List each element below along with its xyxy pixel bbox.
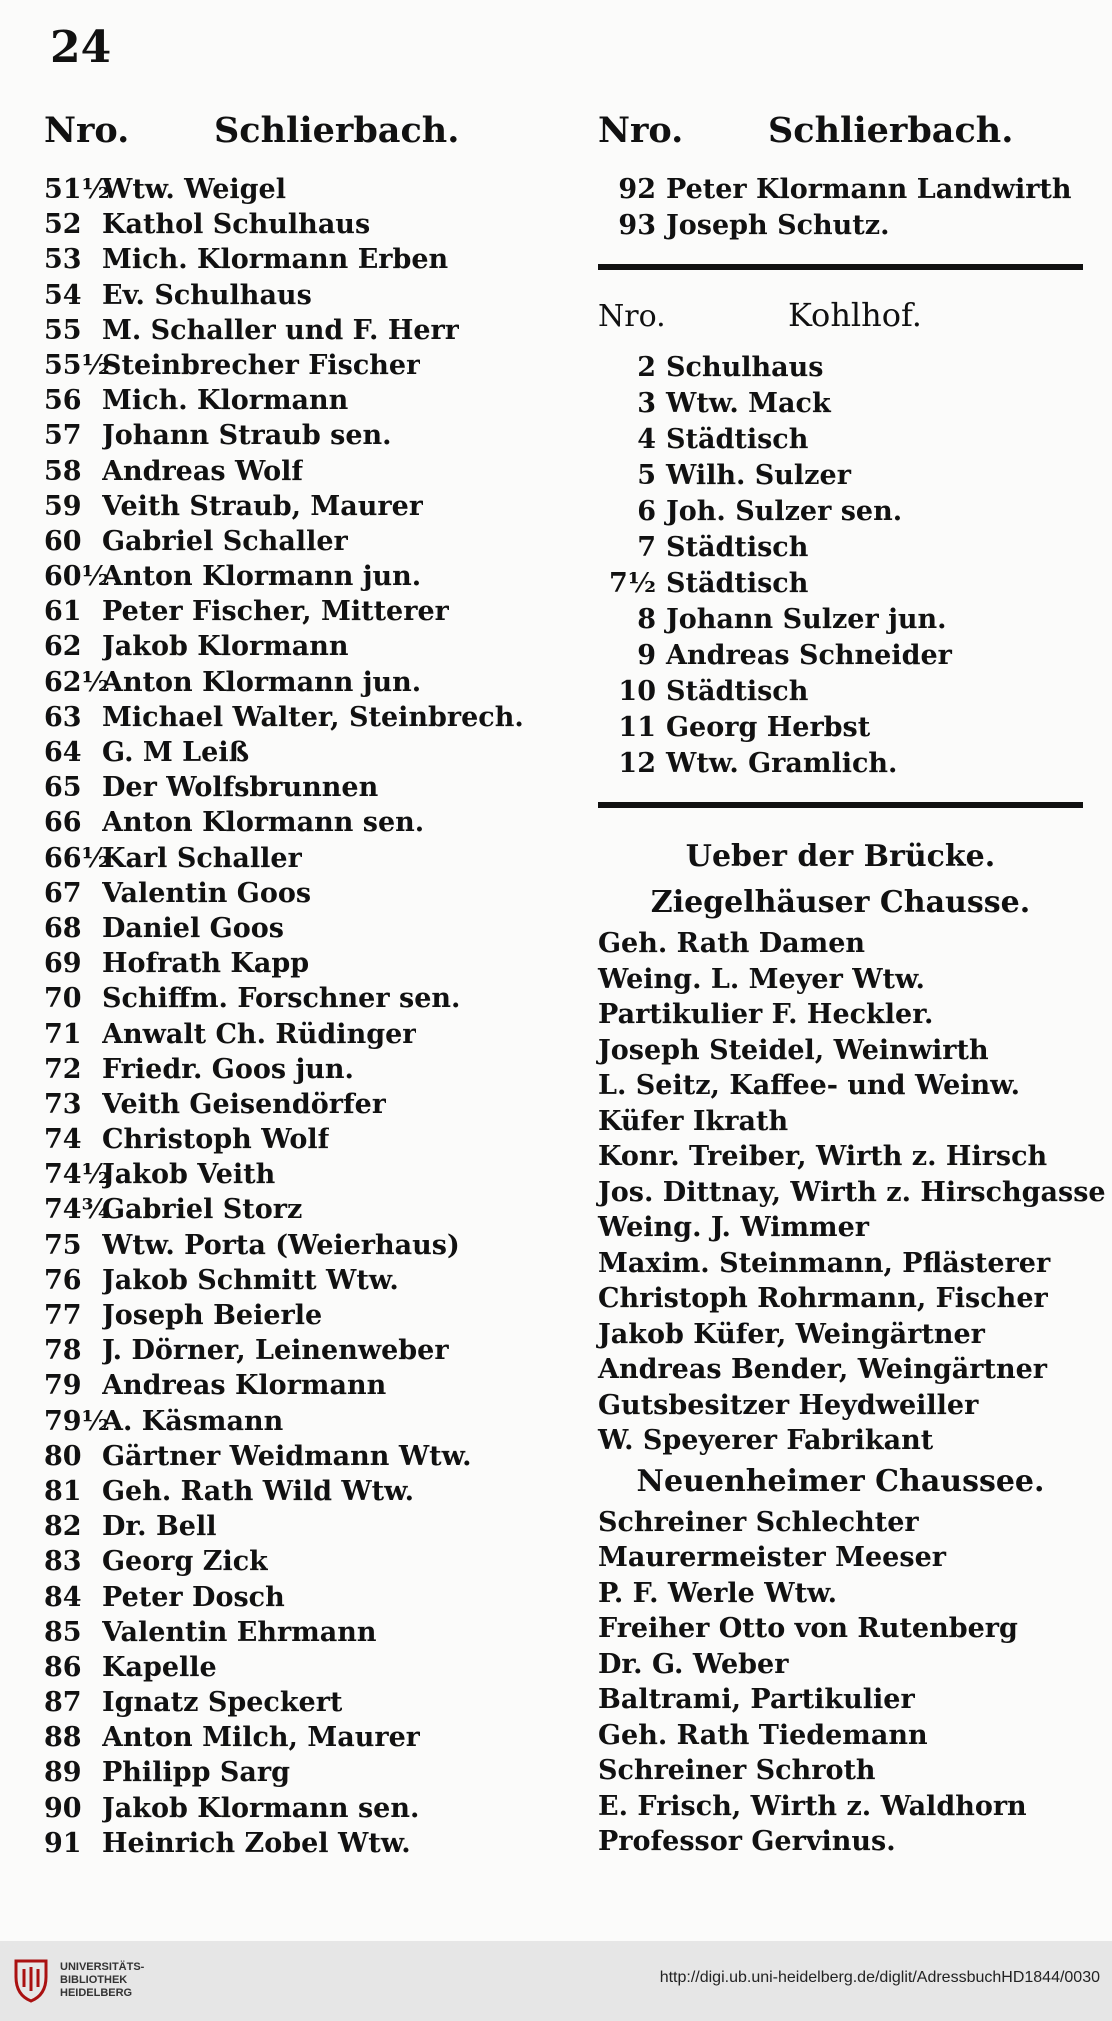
house-number: 60 bbox=[44, 525, 82, 557]
house-number: 76 bbox=[44, 1264, 82, 1296]
list-item bbox=[44, 313, 554, 348]
resident-name: J. Dörner, Leinenweber bbox=[102, 1335, 449, 1367]
list-item bbox=[598, 172, 1098, 208]
resident-name: Städtisch bbox=[666, 568, 809, 599]
house-number: 11 bbox=[618, 712, 656, 743]
list-item bbox=[44, 1755, 554, 1790]
resident-name: Wtw. Gramlich. bbox=[666, 748, 898, 779]
footer-bar bbox=[0, 1941, 1112, 2021]
house-number: 66 bbox=[44, 807, 82, 839]
resident-name: Joseph Beierle bbox=[102, 1300, 323, 1331]
resident-name: Wtw. Weigel bbox=[102, 174, 286, 205]
list-item bbox=[598, 350, 1098, 386]
neuenheimer-entry-list bbox=[598, 1505, 1098, 1860]
resident-name: Anton Klormann jun. bbox=[102, 561, 422, 593]
list-item bbox=[44, 700, 554, 735]
house-number: 61 bbox=[44, 596, 82, 628]
resident-name: Veith Straub, Maurer bbox=[102, 490, 424, 522]
right-column bbox=[598, 110, 1106, 1860]
resident-name: Ignatz Speckert bbox=[102, 1687, 343, 1719]
resident-name: G. M Leiß bbox=[102, 737, 250, 768]
list-item bbox=[44, 1474, 554, 1509]
resident-name: Peter Fischer, Mitterer bbox=[102, 596, 449, 628]
resident-name: Mich. Klormann bbox=[102, 385, 349, 417]
house-number: 60½ bbox=[44, 561, 110, 593]
resident-name: Städtisch bbox=[666, 676, 809, 707]
house-number: 67 bbox=[44, 877, 82, 909]
list-item: Andreas Bender, Weingärtner bbox=[598, 1354, 1047, 1385]
list-item bbox=[44, 911, 554, 946]
list-item: Jos. Dittnay, Wirth z. Hirschgasse bbox=[598, 1176, 1106, 1208]
list-item: Geh. Rath Damen bbox=[598, 928, 866, 959]
list-item bbox=[44, 172, 554, 207]
list-item bbox=[44, 1263, 554, 1298]
resident-name: Gabriel Schaller bbox=[102, 525, 348, 557]
list-item: Christoph Rohrmann, Fischer bbox=[598, 1283, 1048, 1314]
resident-name: Jakob Veith bbox=[102, 1159, 276, 1191]
list-item: Konr. Treiber, Wirth z. Hirsch bbox=[598, 1141, 1048, 1172]
list-item bbox=[44, 1157, 554, 1192]
list-item: L. Seitz, Kaffee- und Weinw. bbox=[598, 1070, 1021, 1101]
resident-name: Andreas Klormann bbox=[102, 1370, 387, 1402]
house-number: 93 bbox=[618, 210, 656, 241]
neuenheimer-title: Neuenheimer Chaussee. bbox=[636, 1463, 1045, 1499]
list-item bbox=[44, 805, 554, 840]
resident-name: Städtisch bbox=[666, 532, 809, 563]
kohlhof-entry-list bbox=[598, 350, 1098, 782]
resident-name: Anton Klormann jun. bbox=[102, 666, 422, 698]
house-number: 78 bbox=[44, 1335, 82, 1367]
list-item bbox=[598, 386, 1098, 422]
house-number: 10 bbox=[618, 676, 656, 707]
house-number: 68 bbox=[44, 912, 82, 944]
house-number: 7 bbox=[637, 532, 656, 563]
resident-name: Valentin Ehrmann bbox=[102, 1616, 377, 1648]
house-number: 56 bbox=[44, 385, 82, 417]
list-item bbox=[44, 1298, 554, 1333]
house-number: 79 bbox=[44, 1370, 82, 1402]
list-item: Joseph Steidel, Weinwirth bbox=[598, 1034, 989, 1066]
list-item bbox=[44, 1333, 554, 1368]
house-number: 84 bbox=[44, 1581, 82, 1613]
resident-name: Wilh. Sulzer bbox=[666, 460, 851, 491]
resident-name: Johann Straub sen. bbox=[102, 420, 392, 452]
list-item bbox=[44, 841, 554, 876]
house-number: 55½ bbox=[44, 349, 110, 381]
nro-label: Nro. bbox=[44, 110, 130, 151]
list-item bbox=[44, 1017, 554, 1052]
street-title: Kohlhof. bbox=[788, 296, 922, 334]
house-number: 79½ bbox=[44, 1405, 110, 1437]
list-item bbox=[44, 665, 554, 700]
house-number: 77 bbox=[44, 1300, 82, 1331]
list-item bbox=[598, 710, 1098, 746]
house-number: 74¾ bbox=[44, 1194, 110, 1226]
resident-name: Friedr. Goos jun. bbox=[102, 1053, 354, 1085]
list-item bbox=[44, 1404, 554, 1439]
resident-name: Wtw. Porta (Weierhaus) bbox=[102, 1229, 460, 1261]
ziegel-entry-list bbox=[598, 926, 1106, 1459]
list-item bbox=[44, 1650, 554, 1685]
resident-name: Ev. Schulhaus bbox=[102, 279, 312, 311]
right-header bbox=[598, 110, 1098, 164]
ziegel-title: Ziegelhäuser Chausse. bbox=[650, 885, 1031, 920]
house-number: 91 bbox=[44, 1827, 82, 1859]
list-item bbox=[598, 458, 1098, 494]
bruecke-title: Ueber der Brücke. bbox=[685, 839, 996, 874]
nro-label: Nro. bbox=[598, 110, 684, 151]
resident-name: Anwalt Ch. Rüdinger bbox=[102, 1018, 417, 1050]
library-name-line: HEIDELBERG bbox=[60, 1987, 133, 1999]
list-item bbox=[44, 1052, 554, 1087]
house-number: 87 bbox=[44, 1687, 82, 1719]
list-item bbox=[44, 1228, 554, 1263]
list-item: Professor Gervinus. bbox=[598, 1826, 896, 1857]
page-number: 24 bbox=[50, 22, 112, 73]
house-number: 92 bbox=[618, 174, 656, 205]
resident-name: Peter Dosch bbox=[102, 1581, 285, 1613]
resident-name: A. Käsmann bbox=[102, 1405, 284, 1437]
list-item bbox=[44, 629, 554, 664]
list-item bbox=[598, 746, 1098, 782]
house-number: 8 bbox=[637, 604, 656, 635]
left-column bbox=[44, 110, 554, 1861]
list-item bbox=[44, 1368, 554, 1403]
left-entry-list bbox=[44, 172, 554, 1861]
list-item bbox=[44, 207, 554, 242]
resident-name: Kathol Schulhaus bbox=[102, 209, 371, 241]
house-number: 51½ bbox=[44, 174, 110, 205]
resident-name: Dr. Bell bbox=[102, 1511, 217, 1543]
list-item: Jakob Küfer, Weingärtner bbox=[598, 1318, 985, 1350]
list-item bbox=[44, 735, 554, 770]
resident-name: Veith Geisendörfer bbox=[102, 1088, 387, 1120]
list-item bbox=[44, 594, 554, 629]
list-item: W. Speyerer Fabrikant bbox=[598, 1425, 934, 1456]
resident-name: Daniel Goos bbox=[102, 912, 284, 944]
resident-name: Mich. Klormann Erben bbox=[102, 244, 449, 276]
house-number: 88 bbox=[44, 1722, 82, 1754]
list-item bbox=[44, 348, 554, 383]
house-number: 9 bbox=[637, 640, 656, 671]
list-item bbox=[44, 1192, 554, 1227]
list-item bbox=[44, 1122, 554, 1157]
house-number: 65 bbox=[44, 772, 82, 804]
resident-name: Joseph Schutz. bbox=[666, 210, 890, 241]
list-item bbox=[598, 638, 1098, 674]
list-item bbox=[44, 559, 554, 594]
list-item bbox=[598, 674, 1098, 710]
list-item: Schreiner Schroth bbox=[598, 1755, 876, 1786]
resident-name: Peter Klormann Landwirth bbox=[666, 174, 1072, 205]
house-number: 71 bbox=[44, 1018, 82, 1050]
house-number: 52 bbox=[44, 209, 82, 241]
list-item bbox=[598, 208, 1098, 244]
house-number: 6 bbox=[637, 496, 656, 527]
list-item bbox=[44, 1509, 554, 1544]
list-item bbox=[598, 602, 1098, 638]
resident-name: M. Schaller und F. Herr bbox=[102, 314, 459, 346]
house-number: 69 bbox=[44, 948, 82, 980]
resident-name: Michael Walter, Steinbrech. bbox=[102, 701, 524, 733]
house-number: 5 bbox=[637, 460, 656, 491]
list-item bbox=[44, 981, 554, 1016]
list-item bbox=[598, 422, 1098, 458]
house-number: 74 bbox=[44, 1124, 82, 1156]
house-number: 63 bbox=[44, 701, 82, 733]
resident-name: Jakob Schmitt Wtw. bbox=[102, 1264, 399, 1296]
street-title: Schlierbach. bbox=[768, 110, 1014, 151]
resident-name: Andreas Schneider bbox=[666, 640, 952, 671]
list-item bbox=[44, 1439, 554, 1474]
resident-name: Jakob Klormann sen. bbox=[102, 1792, 420, 1824]
resident-name: Anton Milch, Maurer bbox=[102, 1722, 421, 1754]
list-item bbox=[44, 1580, 554, 1615]
resident-name: Joh. Sulzer sen. bbox=[666, 496, 903, 527]
list-item: Maxim. Steinmann, Pflästerer bbox=[598, 1247, 1051, 1279]
resident-name: Hofrath Kapp bbox=[102, 948, 310, 980]
house-number: 90 bbox=[44, 1792, 82, 1824]
list-item bbox=[44, 876, 554, 911]
section-divider bbox=[598, 802, 1083, 808]
resident-name: Heinrich Zobel Wtw. bbox=[102, 1827, 411, 1859]
house-number: 83 bbox=[44, 1546, 82, 1578]
list-item: Gutsbesitzer Heydweiller bbox=[598, 1389, 979, 1421]
list-item bbox=[44, 1615, 554, 1650]
house-number: 64 bbox=[44, 737, 82, 768]
list-item bbox=[44, 489, 554, 524]
house-number: 75 bbox=[44, 1229, 82, 1261]
resident-name: Gabriel Storz bbox=[102, 1194, 303, 1226]
house-number: 55 bbox=[44, 314, 82, 346]
list-item: Freiher Otto von Rutenberg bbox=[598, 1613, 1018, 1644]
list-item bbox=[44, 524, 554, 559]
house-number: 53 bbox=[44, 244, 82, 276]
resident-name: Georg Herbst bbox=[666, 712, 871, 743]
list-item: Küfer Ikrath bbox=[598, 1105, 789, 1137]
list-item: Geh. Rath Tiedemann bbox=[598, 1719, 928, 1751]
list-item: Baltrami, Partikulier bbox=[598, 1684, 915, 1715]
list-item bbox=[44, 1791, 554, 1826]
house-number: 4 bbox=[637, 424, 656, 455]
list-item bbox=[598, 566, 1098, 602]
house-number: 80 bbox=[44, 1440, 82, 1472]
list-item bbox=[44, 1685, 554, 1720]
house-number: 81 bbox=[44, 1475, 82, 1507]
list-item bbox=[44, 1087, 554, 1122]
resident-name: Karl Schaller bbox=[102, 842, 302, 874]
right-entry-list bbox=[598, 172, 1098, 244]
list-item: Partikulier F. Heckler. bbox=[598, 999, 934, 1030]
resident-name: Valentin Goos bbox=[102, 877, 312, 909]
nro-label: Nro. bbox=[598, 299, 666, 334]
house-number: 85 bbox=[44, 1616, 82, 1648]
resident-name: Der Wolfsbrunnen bbox=[102, 772, 379, 804]
resident-name: Kapelle bbox=[102, 1651, 217, 1683]
resident-name: Andreas Wolf bbox=[102, 455, 303, 487]
resident-name: Städtisch bbox=[666, 424, 809, 455]
house-number: 3 bbox=[637, 388, 656, 419]
resident-name: Philipp Sarg bbox=[102, 1757, 290, 1789]
left-header bbox=[44, 110, 554, 164]
house-number: 82 bbox=[44, 1511, 82, 1543]
list-item bbox=[44, 278, 554, 313]
list-item: P. F. Werle Wtw. bbox=[598, 1577, 837, 1609]
section-divider bbox=[598, 264, 1083, 270]
house-number: 58 bbox=[44, 455, 82, 487]
house-number: 72 bbox=[44, 1053, 82, 1085]
list-item bbox=[44, 1720, 554, 1755]
house-number: 73 bbox=[44, 1088, 82, 1120]
house-number: 70 bbox=[44, 983, 82, 1015]
kohlhof-header bbox=[598, 296, 1098, 346]
house-number: 7½ bbox=[609, 568, 656, 599]
street-title: Schlierbach. bbox=[214, 110, 460, 151]
house-number: 12 bbox=[618, 748, 656, 779]
list-item: Schreiner Schlechter bbox=[598, 1506, 919, 1538]
resident-name: Anton Klormann sen. bbox=[102, 807, 425, 839]
list-item bbox=[598, 530, 1098, 566]
list-item bbox=[44, 1544, 554, 1579]
list-item bbox=[44, 454, 554, 489]
list-item bbox=[44, 418, 554, 453]
resident-name: Schiffm. Forschner sen. bbox=[102, 983, 461, 1015]
list-item: Dr. G. Weber bbox=[598, 1648, 789, 1680]
list-item: Maurermeister Meeser bbox=[598, 1542, 946, 1573]
resident-name: Johann Sulzer jun. bbox=[666, 604, 947, 635]
house-number: 74½ bbox=[44, 1159, 110, 1191]
list-item bbox=[598, 494, 1098, 530]
resident-name: Gärtner Weidmann Wtw. bbox=[102, 1440, 472, 1472]
house-number: 89 bbox=[44, 1757, 82, 1789]
resident-name: Jakob Klormann bbox=[102, 631, 349, 663]
house-number: 86 bbox=[44, 1651, 82, 1683]
resident-name: Schulhaus bbox=[666, 352, 824, 383]
resident-name: Geh. Rath Wild Wtw. bbox=[102, 1475, 415, 1507]
list-item bbox=[44, 946, 554, 981]
source-url-link[interactable]: http://digi.ub.uni-heidelberg.de/diglit/AdressbuchHD1844/0030 bbox=[659, 1969, 1100, 1986]
house-number: 62½ bbox=[44, 666, 110, 698]
resident-name: Wtw. Mack bbox=[666, 388, 831, 419]
library-name-line: BIBLIOTHEK bbox=[60, 1974, 128, 1986]
house-number: 57 bbox=[44, 420, 82, 452]
house-number: 54 bbox=[44, 279, 82, 311]
resident-name: Christoph Wolf bbox=[102, 1124, 330, 1156]
list-item: Weing. L. Meyer Wtw. bbox=[598, 963, 925, 995]
house-number: 66½ bbox=[44, 842, 110, 874]
house-number: 2 bbox=[637, 352, 656, 383]
house-number: 62 bbox=[44, 631, 82, 663]
resident-name: Georg Zick bbox=[102, 1546, 268, 1578]
university-logo-icon bbox=[12, 1957, 50, 2003]
list-item bbox=[44, 770, 554, 805]
library-name bbox=[60, 1961, 144, 2000]
list-item bbox=[44, 1826, 554, 1861]
list-item: Weing. J. Wimmer bbox=[598, 1212, 869, 1243]
resident-name: Steinbrecher Fischer bbox=[102, 349, 421, 381]
list-item: E. Frisch, Wirth z. Waldhorn bbox=[598, 1790, 1027, 1822]
library-name-line: UNIVERSITÄTS- bbox=[60, 1961, 145, 1973]
list-item bbox=[44, 383, 554, 418]
house-number: 59 bbox=[44, 490, 82, 522]
list-item bbox=[44, 242, 554, 277]
